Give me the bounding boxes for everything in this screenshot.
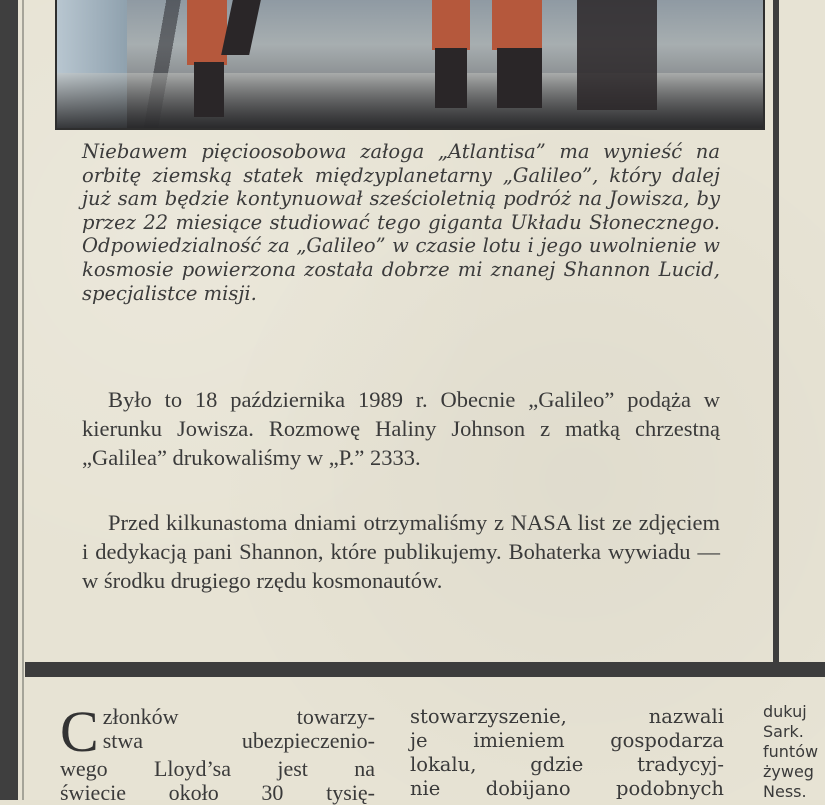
caption-text: Niebawem pięcioosobowa załoga „Atlantisa” ma wynieść na orbitę ziemską statek międzyplanetarny „Galileo”, który dalej już sam będzie kontynuował sześcioletnią podróż na Jowisza, by przez 22 miesiące studiować tego giganta Układu Słonecznego. Odpowiedzialność za „Galileo” w czasie lotu i jego uwolnienie w kosmosie powierzona została dobrze mi znanej Shannon Lucid, specjalistce misji. bbox=[82, 140, 720, 305]
column-line: świecie około 30 tysię- bbox=[60, 780, 375, 805]
photo-leg bbox=[492, 0, 542, 50]
article-paragraph-1 bbox=[82, 385, 720, 472]
column-line: lokalu, gdzie tradycyj- bbox=[410, 753, 724, 776]
photo-boot bbox=[435, 48, 467, 108]
photo-caption bbox=[82, 140, 720, 305]
column-line: żyweg bbox=[763, 762, 814, 781]
photo-leg bbox=[187, 0, 227, 65]
next-article-column-3 bbox=[763, 702, 825, 802]
photo-boot bbox=[194, 62, 224, 117]
drop-cap: C bbox=[60, 699, 99, 764]
page-gutter-line bbox=[22, 0, 24, 800]
column-line: je imieniem gospodarza bbox=[410, 729, 724, 752]
photo-leg bbox=[432, 0, 470, 50]
column-line: stowarzyszenie, nazwali bbox=[410, 705, 724, 728]
column-line: dukuj bbox=[763, 702, 807, 721]
astronaut-crew-photo bbox=[55, 0, 765, 130]
paragraph-text: Przed kilkunastoma dniami otrzymaliśmy z NASA list ze zdjęciem i dedykacją pani Shannon, które publikujemy. Bohaterka wywiadu — w środku drugiego rzędu kosmonautów. bbox=[82, 510, 720, 593]
article-paragraph-2 bbox=[82, 508, 720, 595]
section-divider-horizontal bbox=[25, 662, 825, 677]
photo-leg-shadow bbox=[221, 0, 261, 55]
column-line: funtów bbox=[763, 742, 819, 761]
next-article-column-1 bbox=[60, 699, 375, 805]
paragraph-text: Było to 18 października 1989 r. Obecnie „Galileo” podąża w kierunku Jowisza. Rozmowę Haliny Johnson z matką chrzestną „Galilea” drukowaliśmy w „P.” 2333. bbox=[82, 387, 720, 470]
next-article-column-2 bbox=[410, 705, 724, 801]
column-line: złonków towarzy- bbox=[102, 704, 375, 729]
photo-shadow bbox=[577, 0, 657, 110]
column-line: Sark. bbox=[763, 722, 804, 741]
column-line: nie dobijano podobnych bbox=[410, 777, 724, 800]
photo-floor bbox=[57, 73, 763, 128]
column-line: Ness. bbox=[763, 782, 807, 801]
column-line: wego Lloyd’sa jest na bbox=[60, 756, 375, 781]
page-gutter-edge bbox=[0, 0, 18, 800]
column-line: stwa ubezpieczenio- bbox=[102, 728, 375, 753]
photo-boot bbox=[497, 48, 542, 108]
column-divider-vertical bbox=[773, 0, 779, 667]
